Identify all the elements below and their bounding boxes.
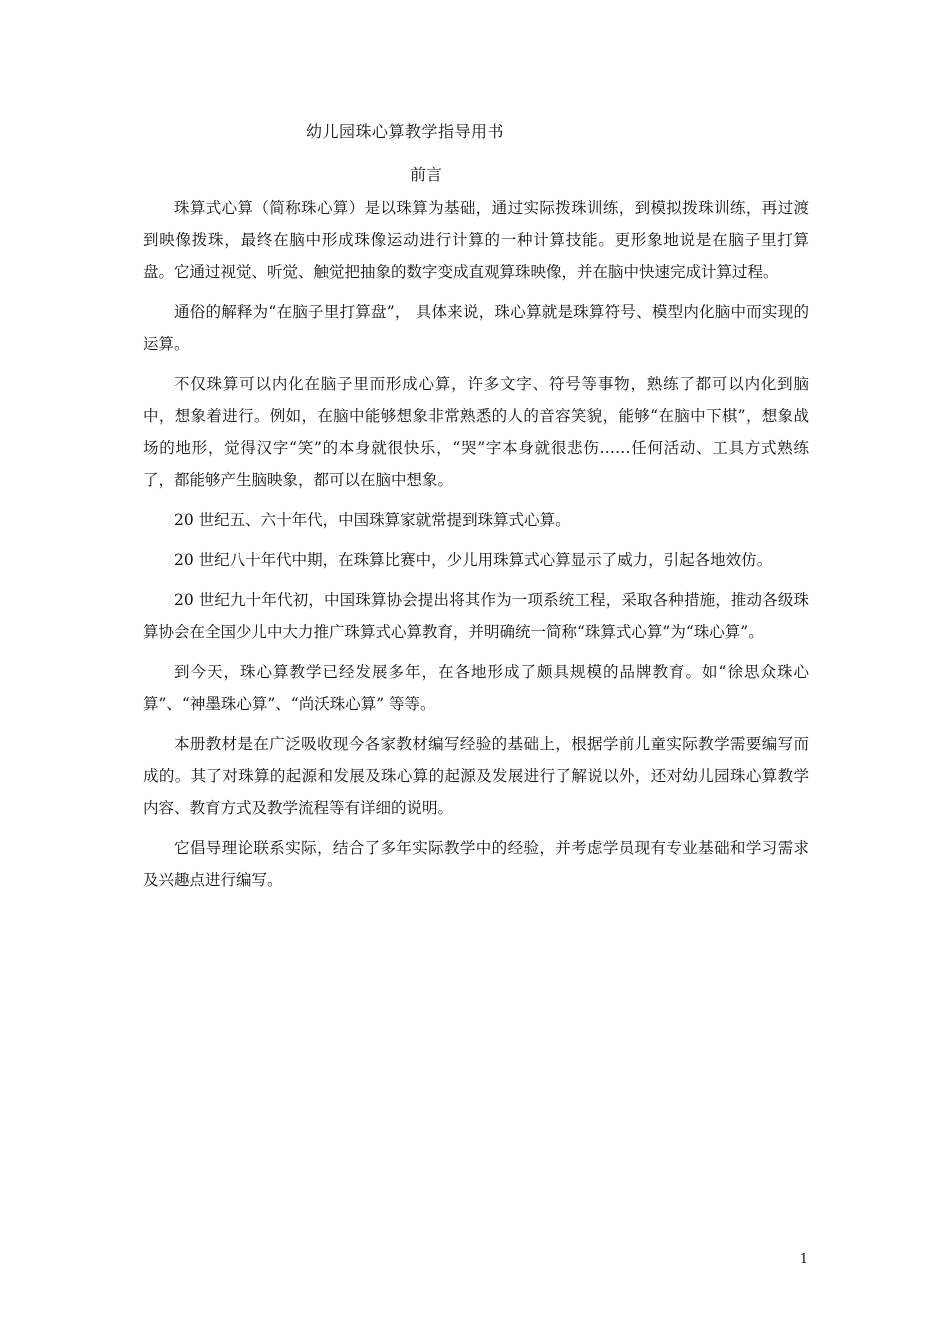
paragraph: 20 世纪八十年代中期，在珠算比赛中，少儿用珠算式心算显示了威力，引起各地效仿。 [174, 551, 773, 569]
paragraph: 不仅珠算可以内化在脑子里而形成心算，许多文字、符号等事物，熟练了都可以内化到脑中，想象着进行。例如，在脑中能够想象非常熟悉的人的音容笑貌，能够“在脑中下棋”，想象战场的地形，觉得汉字“笑”的本身就很快乐，“哭”字本身就很悲伤……任何活动、工具方式熟练了，都能够产生脑映象，都可以在脑中想象。 [143, 375, 809, 489]
document-title: 幼儿园珠心算教学指导用书 [305, 122, 504, 141]
section-heading-preface: 前言 [409, 165, 442, 184]
page-number: 1 [799, 1252, 808, 1267]
body-text [143, 192, 809, 896]
paragraph: 20 世纪五、六十年代，中国珠算家就常提到珠算式心算。 [174, 511, 571, 529]
paragraph: 20 世纪九十年代初，中国珠算协会提出将其作为一项系统工程，采取各种措施，推动各级珠算协会在全国少儿中大力推广珠算式心算教育，并明确统一简称“珠算式心算”为“珠心算”。 [143, 591, 809, 641]
paragraph: 通俗的解释为“在脑子里打算盘”， 具体来说，珠心算就是珠算符号、模型内化脑中而实现的运算。 [143, 303, 809, 353]
paragraph: 珠算式心算（简称珠心算）是以珠算为基础，通过实际拨珠训练，到模拟拨珠训练，再过渡到映像拨珠，最终在脑中形成珠像运动进行计算的一种计算技能。更形象地说是在脑子里打算盘。它通过视觉、听觉、触觉把抽象的数字变成直观算珠映像，并在脑中快速完成计算过程。 [143, 199, 809, 281]
paragraph: 它倡导理论联系实际，结合了多年实际教学中的经验，并考虑学员现有专业基础和学习需求及兴趣点进行编写。 [143, 839, 809, 889]
paragraph: 到今天，珠心算教学已经发展多年，在各地形成了颇具规模的品牌教育。如“徐思众珠心算”、“神墨珠心算”、“尚沃珠心算” 等等。 [143, 663, 809, 713]
paragraph: 本册教材是在广泛吸收现今各家教材编写经验的基础上，根据学前儿童实际教学需要编写而成的。其了对珠算的起源和发展及珠心算的起源及发展进行了解说以外，还对幼儿园珠心算教学内容、教育方式及教学流程等有详细的说明。 [143, 735, 809, 817]
